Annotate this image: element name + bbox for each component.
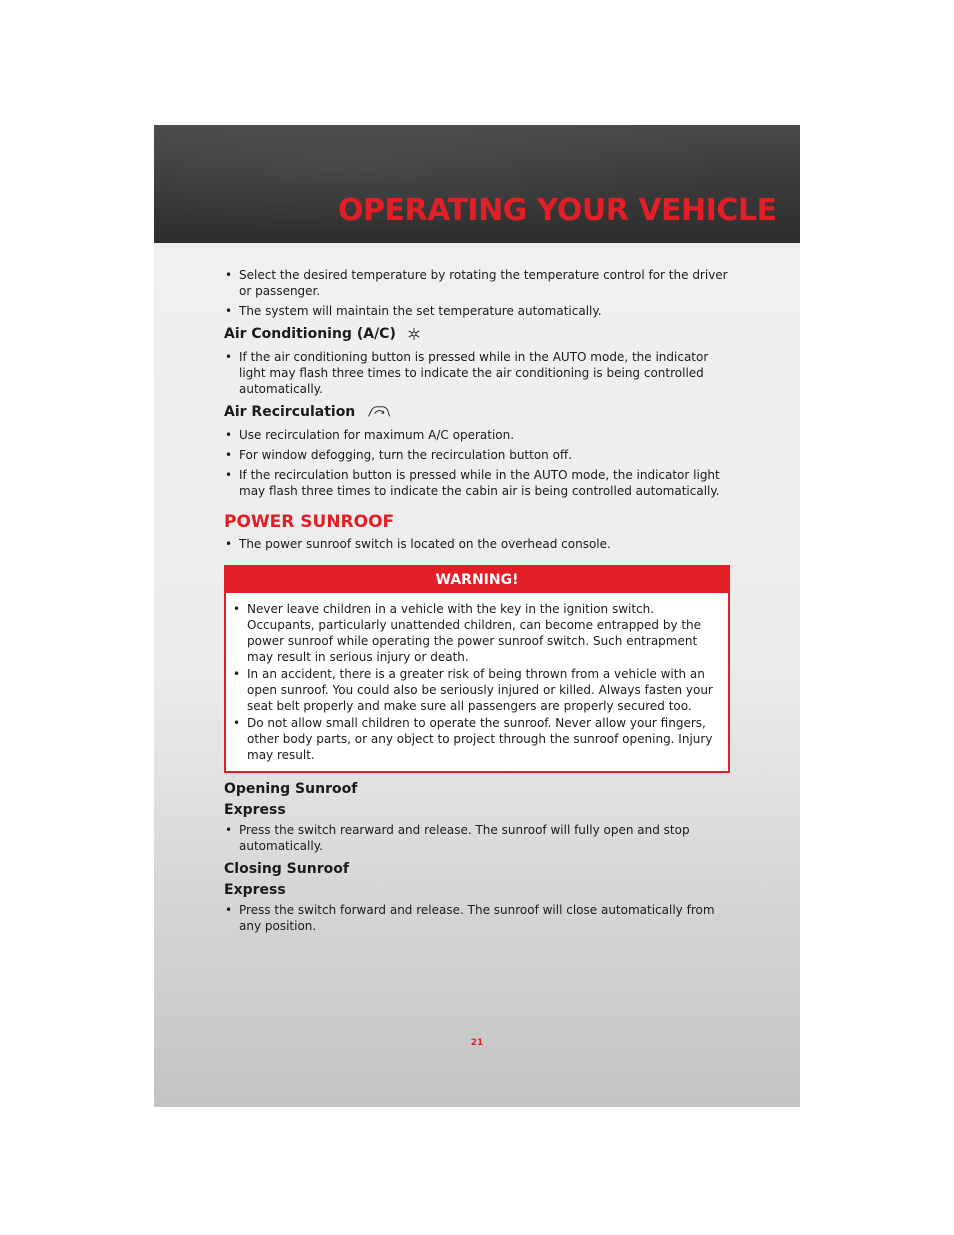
air-conditioning-list	[224, 349, 730, 397]
section-heading-opening-sunroof: Opening Sunroof	[224, 781, 358, 797]
list-item: • In an accident, there is a greater risk of being thrown from a vehicle with an open sunroof. You could also be seriously injured or killed. Always fasten your seat belt properly and make sure all passengers are properly secured too.	[232, 666, 718, 714]
section-heading-label: Air Recirculation	[224, 404, 356, 420]
warning-list	[226, 593, 728, 771]
list-item: • Never leave children in a vehicle with the key in the ignition switch. Occupants, particularly unattended children, can become entrapped by the power sunroof while operating the power sunroof switch. Such entrapment may result in serious injury or death.	[232, 601, 718, 665]
subheading-express: Express	[224, 882, 286, 898]
section-heading-label: Air Conditioning (A/C)	[224, 326, 396, 342]
list-item: • Press the switch rearward and release. The sunroof will fully open and stop automatically.	[224, 822, 730, 854]
subheading-express: Express	[224, 802, 286, 818]
snowflake-icon	[406, 327, 422, 341]
warning-title: WARNING!	[226, 567, 728, 593]
page-number: 21	[470, 1038, 484, 1048]
list-item: • The power sunroof switch is located on the overhead console.	[224, 536, 730, 552]
section-heading-air-recirculation	[224, 403, 730, 421]
list-item: • Select the desired temperature by rotating the temperature control for the driver or passenger.	[224, 267, 730, 299]
list-item: • If the recirculation button is pressed while in the AUTO mode, the indicator light may flash three times to indicate the cabin air is being controlled automatically.	[224, 467, 730, 499]
list-item: • The system will maintain the set temperature automatically.	[224, 303, 730, 319]
warning-box	[224, 565, 730, 773]
list-item: • Do not allow small children to operate the sunroof. Never allow your fingers, other body parts, or any object to project through the sunroof opening. Injury may result.	[232, 715, 718, 763]
recirculation-icon	[365, 405, 393, 419]
list-item: • Use recirculation for maximum A/C operation.	[224, 427, 730, 443]
section-heading-air-conditioning	[224, 325, 730, 343]
intro-list	[224, 267, 730, 319]
page-title: OPERATING YOUR VEHICLE	[338, 193, 777, 228]
closing-sunroof-list	[224, 902, 730, 934]
list-item: • For window defogging, turn the recirculation button off.	[224, 447, 730, 463]
opening-sunroof-list	[224, 822, 730, 854]
section-heading-closing-sunroof: Closing Sunroof	[224, 861, 349, 877]
page-header	[154, 125, 800, 243]
list-item: • Press the switch forward and release. The sunroof will close automatically from any position.	[224, 902, 730, 934]
list-item: • If the air conditioning button is pressed while in the AUTO mode, the indicator light may flash three times to indicate the air conditioning is being controlled automatically.	[224, 349, 730, 397]
page-content	[224, 267, 730, 938]
power-sunroof-list	[224, 536, 730, 552]
air-recirculation-list	[224, 427, 730, 499]
manual-page	[154, 125, 800, 1107]
section-heading-power-sunroof: POWER SUNROOF	[224, 512, 395, 532]
